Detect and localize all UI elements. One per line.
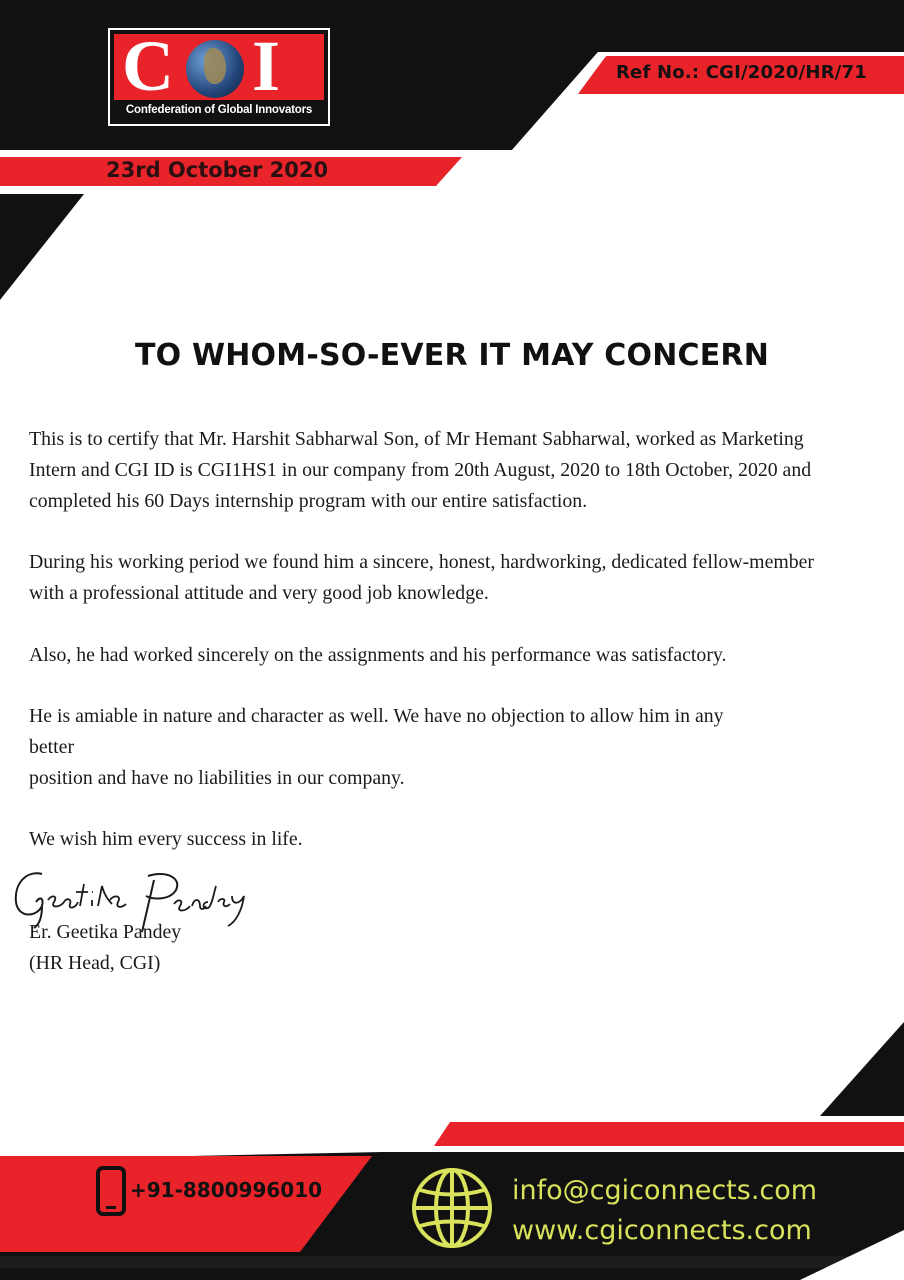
paragraph-line: We wish him every success in life. xyxy=(29,828,303,850)
contact-website[interactable]: www.cgiconnects.com xyxy=(512,1215,812,1246)
paragraph-conduct xyxy=(29,547,887,609)
paragraph-line: with a professional attitude and very good job knowledge. xyxy=(29,582,489,604)
signer-block xyxy=(29,917,181,979)
paragraph-certification xyxy=(29,424,887,517)
logo-tagline: Confederation of Global Innovators xyxy=(125,104,313,116)
footer-red-stripe xyxy=(434,1122,904,1146)
reference-number: Ref No.: CGI/2020/HR/71 xyxy=(616,62,867,83)
paragraph-line: He is amiable in nature and character as well. We have no objection to allow him in any xyxy=(29,705,724,727)
logo-globe-icon xyxy=(186,40,244,98)
contact-email[interactable]: info@cgiconnects.com xyxy=(512,1175,818,1206)
signer-role: (HR Head, CGI) xyxy=(29,952,161,974)
left-corner-triangle xyxy=(0,194,84,300)
right-corner-triangle xyxy=(820,1022,904,1116)
paragraph-line: better xyxy=(29,736,75,758)
paragraph-line: Also, he had worked sincerely on the assignments and his performance was satisfactory. xyxy=(29,644,727,666)
paragraph-character xyxy=(29,701,887,794)
paragraph-line: position and have no liabilities in our company. xyxy=(29,767,405,789)
signer-name: Er. Geetika Pandey xyxy=(29,921,182,943)
paragraph-line: Intern and CGI ID is CGI1HS1 in our company from 20th August, 2020 to 18th October, 2020 and xyxy=(29,459,812,481)
paragraph-line: completed his 60 Days internship program with our entire satisfaction. xyxy=(29,490,588,512)
logo-letter-i: I xyxy=(252,26,281,106)
logo-letter-c: C xyxy=(122,26,174,106)
paragraph-line: This is to certify that Mr. Harshit Sabharwal Son, of Mr Hemant Sabharwal, worked as Marketing xyxy=(29,428,804,450)
paragraph-performance xyxy=(29,640,887,671)
letter-title: TO WHOM-SO-EVER IT MAY CONCERN xyxy=(134,338,770,373)
paragraph-wishes xyxy=(29,824,887,855)
globe-icon xyxy=(410,1166,494,1250)
footer-bottom-stripe xyxy=(0,1256,904,1268)
logo-letter-block xyxy=(114,26,324,106)
paragraph-line: During his working period we found him a sincere, honest, hardworking, dedicated fellow-member xyxy=(29,551,814,573)
cgi-logo xyxy=(108,28,330,126)
letter-date: 23rd October 2020 xyxy=(106,158,329,182)
phone-icon xyxy=(96,1166,126,1216)
contact-phone[interactable]: +91-8800996010 xyxy=(130,1178,323,1202)
